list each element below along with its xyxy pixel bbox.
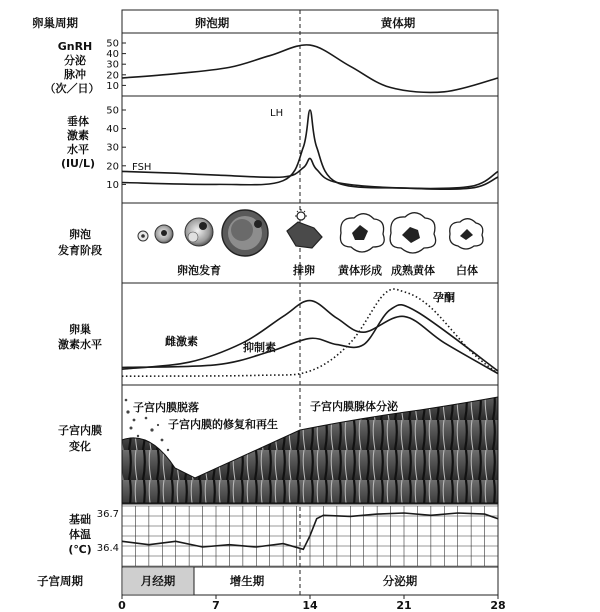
ovary-label-2: 激素水平 (58, 338, 102, 351)
gnrh-tick-label: 50 (106, 38, 119, 50)
endometrium-repair-label: 子宫内膜的修复和再生 (168, 418, 278, 431)
pituitary-tick-label: 10 (106, 179, 119, 191)
gnrh-tick-label: 20 (106, 70, 119, 82)
follicle-label-1: 卵泡 (69, 228, 91, 241)
ovarian-hormone-panel (57, 289, 498, 376)
stage-corpus-luteum-formation: 黄体形成 (338, 264, 382, 277)
fsh-series-label: FSH (132, 162, 152, 173)
uterine-cycle-row (37, 567, 418, 595)
bbt-label-1: 基础 (69, 513, 91, 526)
day-axis (118, 595, 505, 612)
gnrh-label-1: GnRH (57, 40, 93, 53)
corpus-luteum-forming-icon (340, 214, 384, 252)
bbt-panel (68, 506, 498, 566)
pituitary-panel (61, 106, 498, 191)
mature-follicle-icon (222, 210, 268, 256)
endometrium-label-1: 子宫内膜 (58, 424, 102, 437)
inhibin-series-label: 抑制素 (243, 341, 276, 354)
ovarian-cycle-row-label: 卵巢周期 (32, 16, 78, 30)
pituitary-label-4: (IU/L) (60, 157, 96, 170)
endometrium-label-2: 变化 (69, 440, 91, 453)
endometrium-shedding-label: 子宫内膜脱落 (133, 401, 199, 414)
bbt-label-2: 体温 (69, 528, 91, 541)
menses-phase-label: 月经期 (140, 574, 176, 588)
progesterone-series-label: 孕酮 (433, 291, 455, 304)
gnrh-label-3: 脉冲 (64, 68, 86, 81)
pituitary-label-3: 水平 (67, 143, 89, 156)
ovulation-icon (287, 209, 322, 248)
stage-mature-corpus-luteum: 成熟黄体 (391, 264, 435, 277)
ovary-label-1: 卵巢 (69, 323, 91, 336)
corpus-albicans-icon (450, 219, 483, 249)
primordial-follicle-icon (138, 231, 148, 241)
gnrh-label-2: 分泌 (64, 54, 86, 67)
pituitary-tick-label: 40 (106, 124, 119, 136)
primary-follicle-icon (155, 225, 173, 243)
lh-curve (122, 110, 498, 189)
stage-corpus-albicans: 白体 (456, 264, 478, 277)
stage-ovulation: 排卵 (293, 264, 315, 277)
endometrium-secretion-label: 子宫内膜腺体分泌 (310, 400, 398, 413)
lh-series-label: LH (270, 108, 284, 119)
x-tick-label: 14 (302, 599, 318, 612)
follicle-panel (57, 209, 483, 277)
follicle-label-2: 发育阶段 (58, 244, 102, 257)
pituitary-tick-label: 50 (106, 105, 119, 117)
gnrh-panel (45, 39, 499, 96)
pituitary-tick-label: 20 (106, 161, 119, 173)
x-tick-label: 28 (490, 599, 506, 612)
mature-corpus-luteum-icon (390, 213, 436, 253)
gnrh-tick-label: 10 (106, 80, 119, 92)
gnrh-tick-label: 40 (106, 49, 119, 61)
x-tick-label: 21 (396, 599, 412, 612)
pituitary-label-1: 垂体 (67, 115, 89, 128)
gnrh-tick-label: 30 (106, 59, 119, 71)
bbt-tick-low: 36.4 (96, 543, 119, 554)
x-tick-label: 7 (212, 599, 220, 612)
follicular-phase-label: 卵泡期 (194, 16, 230, 30)
pituitary-tick-label: 30 (106, 142, 119, 154)
bbt-label-3: (℃) (68, 543, 92, 556)
bbt-tick-high: 36.7 (96, 509, 119, 520)
proliferative-phase-label: 增生期 (229, 574, 265, 588)
gnrh-label-4: （次／日） (44, 82, 100, 95)
luteal-phase-label: 黄体期 (380, 16, 416, 30)
pituitary-label-2: 激素 (67, 129, 89, 142)
secondary-follicle-icon (185, 218, 213, 246)
secretory-phase-label: 分泌期 (382, 574, 418, 588)
estrogen-series-label: 雌激素 (165, 335, 198, 348)
stage-follicle-development: 卵泡发育 (177, 264, 221, 277)
gnrh-curve (122, 45, 498, 93)
uterine-cycle-row-label: 子宫周期 (37, 574, 83, 588)
x-tick-label: 0 (118, 599, 126, 612)
endometrium-panel (58, 397, 498, 503)
